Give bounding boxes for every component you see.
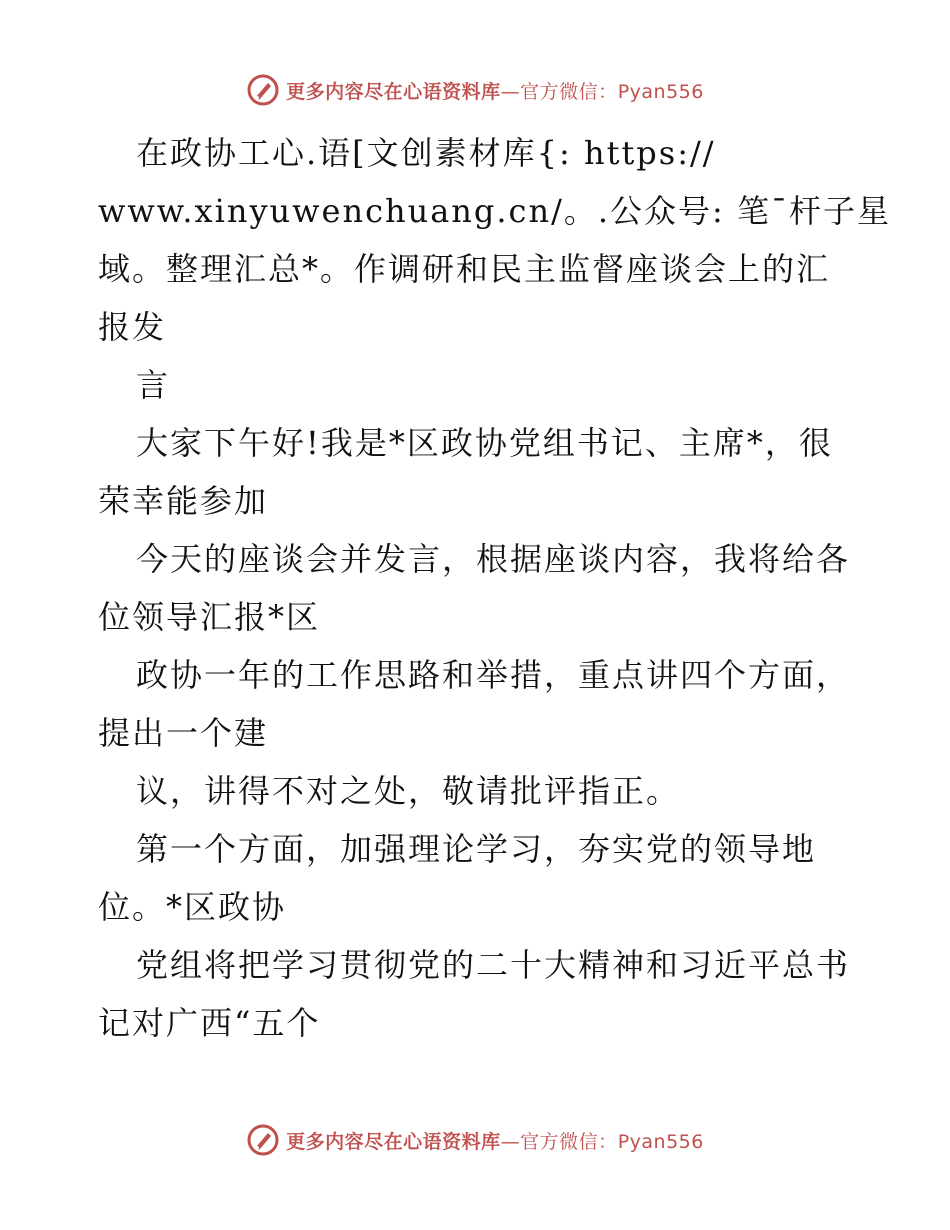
text-line: 位领导汇报*区: [98, 598, 321, 636]
document-body: [98, 124, 891, 1052]
text-line: 今天的座谈会并发言，根据座谈内容，我将给各: [136, 540, 851, 578]
text-line: 言: [136, 366, 171, 404]
text-line: 第一个方面，加强理论学习，夯实党的领导地: [136, 830, 817, 868]
pen-logo-icon: [246, 73, 280, 107]
text-line: 荣幸能参加: [98, 482, 269, 520]
text-line: 域。整理汇总*。作调研和民主监督座谈会上的汇: [98, 250, 831, 288]
text-line: 政协一年的工作思路和举措，重点讲四个方面，: [136, 656, 851, 694]
text-line: 报发: [98, 308, 167, 346]
text-line: 议，讲得不对之处，敬请批评指正。: [136, 772, 681, 810]
header-banner-text: 更多内容尽在心语资料库—官方微信：Pyan556: [286, 80, 704, 103]
text-line: 大家下午好!我是*区政协党组书记、主席*，很: [136, 424, 833, 462]
footer-banner-text: 更多内容尽在心语资料库—官方微信：Pyan556: [286, 1130, 704, 1153]
text-line: 在政协工心.语[文创素材库{: https://: [136, 134, 716, 172]
text-line: 提出一个建: [98, 714, 269, 752]
text-line: 位。*区政协: [98, 888, 287, 926]
text-line: www.xinyuwenchuang.cn/。.公众号: 笔¯杆子星: [98, 192, 891, 230]
header-banner: [0, 70, 950, 110]
pen-logo-icon: [246, 1123, 280, 1157]
footer-banner: [0, 1120, 950, 1160]
text-line: 党组将把学习贯彻党的二十大精神和习近平总书: [136, 946, 851, 984]
text-line: 记对广西“五个: [98, 1004, 321, 1042]
